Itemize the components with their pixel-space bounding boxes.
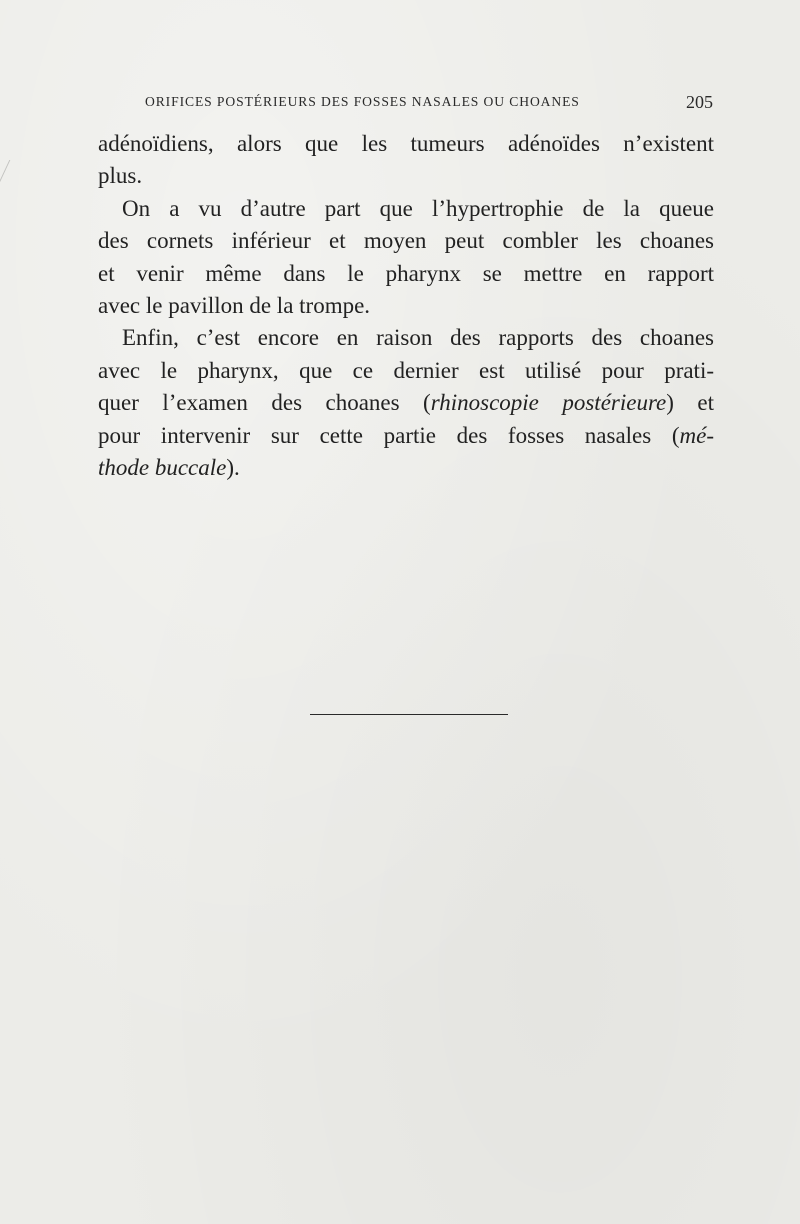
body-text <box>98 128 714 484</box>
italic-rhinoscopie: rhinoscopie postérieure <box>430 390 667 416</box>
line-3-text-a: quer l’examen des choanes ( <box>98 390 431 416</box>
paragraph-1 <box>98 128 714 193</box>
paragraph-3-line-3 <box>98 387 714 419</box>
italic-thode-buccale: thode buccale <box>98 455 227 481</box>
italic-me: mé- <box>679 422 714 448</box>
paragraph-2-line-4: avec le pavillon de la trompe. <box>98 293 371 319</box>
paragraph-3-line-4 <box>98 420 714 452</box>
paragraph-3-line-1: Enfin, c’est encore en raison des rapports des choanes <box>122 325 714 351</box>
line-3-text-b: ) et <box>666 390 714 416</box>
paragraph-1-line-2: plus. <box>98 163 143 189</box>
scan-edge-mark <box>0 160 32 200</box>
running-title: ORIFICES POSTÉRIEURS DES FOSSES NASALES OU CHOANES <box>145 94 580 109</box>
line-4-text-a: pour intervenir sur cette partie des fosses nasales ( <box>98 422 680 448</box>
paragraph-3 <box>98 322 714 484</box>
paragraph-2-line-1: On a vu d’autre part que l’hypertrophie de la queue <box>122 195 714 221</box>
paragraph-2-line-3: et venir même dans le pharynx se mettre en rapport <box>98 260 714 286</box>
paragraph-2-line-2: des cornets inférieur et moyen peut combler les choanes <box>98 228 714 254</box>
paragraph-1-line-1: adénoïdiens, alors que les tumeurs adénoïdes n’existent <box>98 131 714 156</box>
paragraph-3-line-2: avec le pharynx, que ce dernier est utilisé pour prati- <box>98 357 714 383</box>
page-number: 205 <box>686 92 713 112</box>
line-5-text-b: ). <box>226 455 240 481</box>
section-end-rule <box>310 714 508 715</box>
paragraph-3-line-5 <box>98 452 714 484</box>
paragraph-2 <box>98 193 714 323</box>
running-head <box>145 92 713 118</box>
